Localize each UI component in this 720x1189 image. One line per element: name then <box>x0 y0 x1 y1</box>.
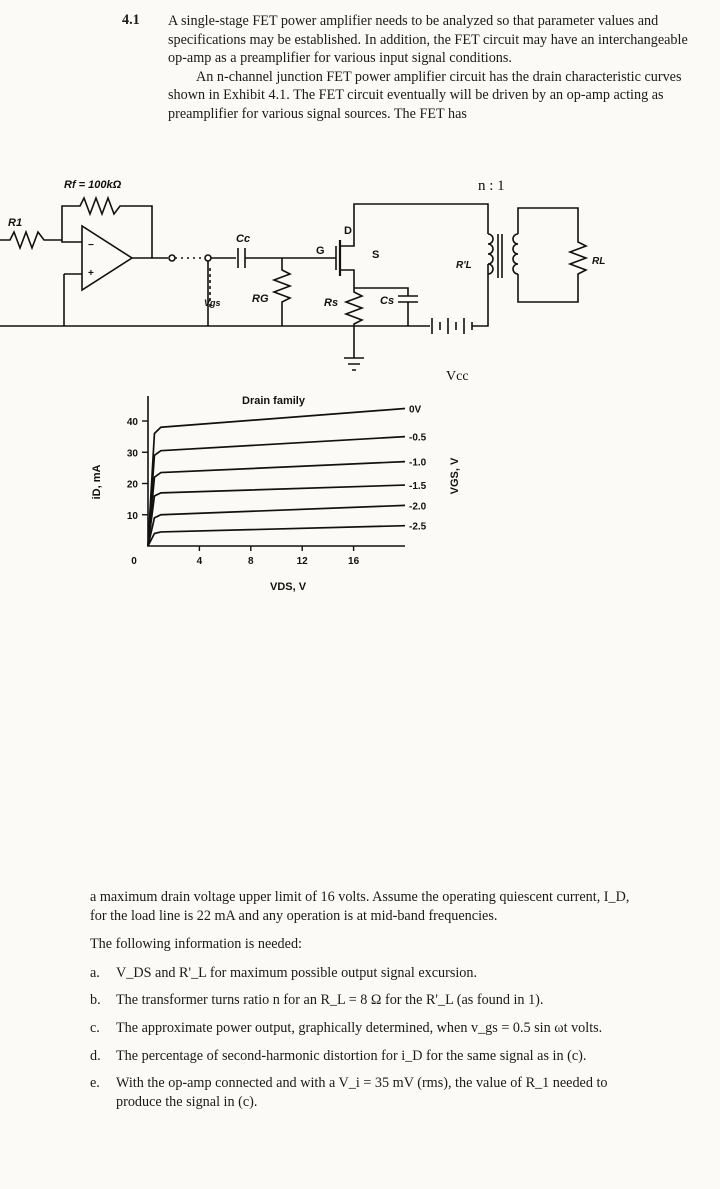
series-label: -1.5 <box>409 481 427 493</box>
series-label: -1.0 <box>409 457 427 469</box>
intro-paragraph-2: An n-channel junction FET power amplifier circuit has the drain characteristic curves shown in Exhibit 4.1. The FET circuit eventually will be driven by an op-amp acting as preamplifier for various signal sources. The FET has <box>168 68 682 122</box>
amplifier-circuit <box>0 198 586 370</box>
series-line <box>148 526 405 546</box>
turns-ratio-label: n : 1 <box>478 178 505 194</box>
cs-capacitor <box>398 296 418 302</box>
rl-load-resistor <box>518 208 586 302</box>
drain-family-chart <box>91 395 461 593</box>
intro-paragraph-3: a maximum drain voltage upper limit of 16 volts. Assume the operating quiescent current, I_D, for the load line is 22 mA and any operation is at mid-band frequencies. <box>90 889 630 924</box>
question-item-text: With the op-amp connected and with a V_i = 35 mV (rms), the value of R_1 needed to produce the signal in (c). <box>116 1075 608 1110</box>
question-item-label: a. <box>90 964 100 981</box>
x-tick-label: 12 <box>296 556 308 567</box>
x-tick-label: 4 <box>196 556 203 567</box>
question-item-text: V_DS and R'_L for maximum possible output signal excursion. <box>116 964 478 981</box>
vgs-label: Vgs <box>204 298 221 308</box>
x-tick-label: 16 <box>348 556 360 567</box>
question-item-text: The approximate power output, graphically determined, when v_gs = 0.5 sin ωt volts. <box>116 1019 603 1036</box>
chart-x-label: VDS, V <box>270 581 307 593</box>
rg-resistor <box>274 258 290 326</box>
op-amp-triangle <box>82 226 132 290</box>
y-tick-label: 20 <box>126 479 138 491</box>
question-item-text: The percentage of second-harmonic distortion for i_D for the same signal as in (c). <box>116 1047 587 1064</box>
ground-symbol <box>344 358 364 370</box>
rg-label: RG <box>252 293 269 305</box>
x-tick-label: 8 <box>248 556 254 567</box>
s-label: S <box>372 249 380 261</box>
question-item <box>90 1047 630 1066</box>
y-tick-label: 40 <box>126 417 138 428</box>
origin-label: 0 <box>131 556 137 567</box>
chart-lines <box>148 409 405 547</box>
question-item-text: The transformer turns ratio n for an R_L = 8 Ω for the R'_L (as found in 1). <box>116 992 544 1009</box>
info-intro: The following information is needed: <box>90 936 302 953</box>
question-item <box>90 1074 630 1111</box>
circuit-labels <box>8 178 605 384</box>
rf-feedback-resistor <box>62 198 152 258</box>
intro-paragraph-1: A single-stage FET power amplifier needs to be analyzed so that parameter values and specifications may be established. In addition, the FET circuit may have an interchangeable op-amp as a preamplifier for various input signal conditions. <box>168 13 688 67</box>
series-label: -2.5 <box>409 521 427 533</box>
chart-y-label: iD, mA <box>91 464 103 500</box>
vcc-battery <box>432 318 472 334</box>
chart-legend-title: VGS, V <box>449 457 461 495</box>
series-line <box>148 485 405 546</box>
question-item <box>90 991 630 1010</box>
opamp-minus-label: − <box>88 240 94 251</box>
y-tick-label: 10 <box>126 510 138 522</box>
question-item-label: b. <box>90 992 101 1009</box>
cc-label: Cc <box>236 233 251 245</box>
series-line <box>148 409 405 547</box>
question-item-label: d. <box>90 1047 101 1064</box>
question-item-label: c. <box>90 1019 100 1036</box>
series-label: -0.5 <box>409 432 427 444</box>
rl-prime-label: R'L <box>456 260 472 271</box>
opamp-plus-label: + <box>88 268 94 279</box>
rs-label: Rs <box>324 297 339 309</box>
rf-label: Rf = 100kΩ <box>64 179 122 191</box>
cs-label: Cs <box>380 295 395 307</box>
r1-label: R1 <box>8 217 23 229</box>
series-label: 0V <box>409 404 422 416</box>
cc-capacitor <box>238 248 245 268</box>
intro-text <box>168 12 698 124</box>
circuit-and-chart-figure <box>0 168 720 608</box>
question-item-label: e. <box>90 1075 100 1092</box>
rs-resistor <box>346 288 362 358</box>
problem-number: 4.1 <box>122 12 140 28</box>
question-item <box>90 964 630 983</box>
series-label: -2.0 <box>409 501 427 513</box>
g-label: G <box>316 245 325 257</box>
transformer-secondary <box>513 234 518 274</box>
r1-resistor <box>0 232 62 248</box>
series-line <box>148 462 405 546</box>
series-line <box>148 505 405 546</box>
question-list <box>90 964 630 1112</box>
d-label: D <box>344 225 352 237</box>
y-tick-label: 30 <box>126 448 138 460</box>
vcc-label: Vcc <box>446 369 469 384</box>
problem-text-continued <box>90 888 630 1120</box>
chart-title: Drain family <box>242 395 305 407</box>
question-item <box>90 1019 630 1038</box>
rl-label: RL <box>592 256 606 267</box>
